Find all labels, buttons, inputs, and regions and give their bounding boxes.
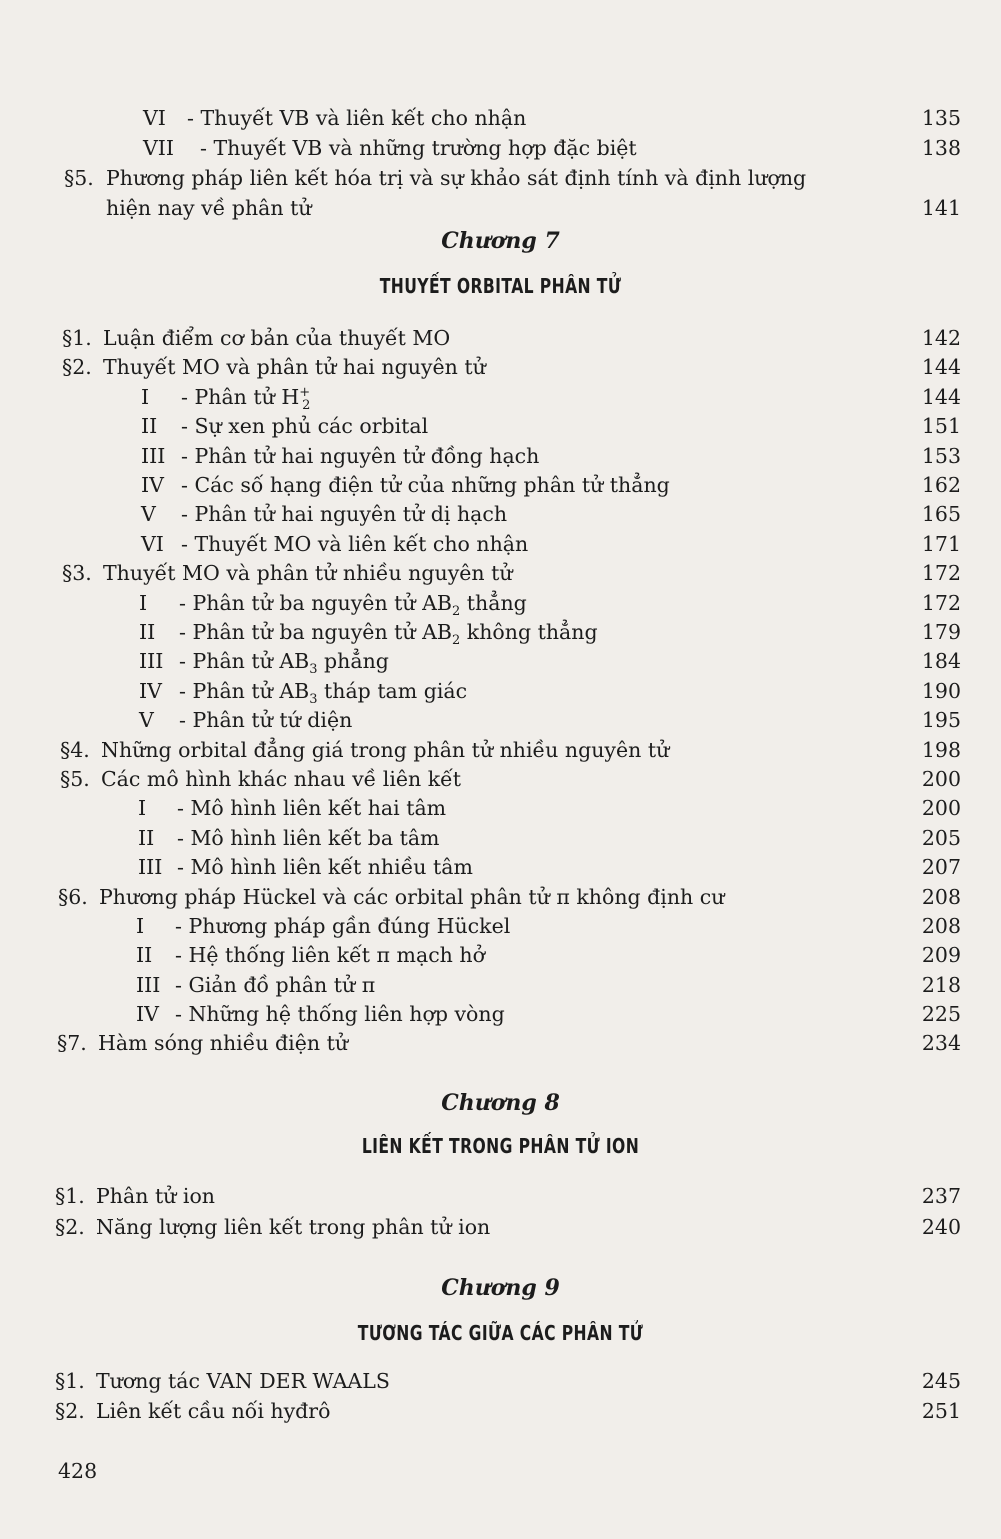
roman-numeral: II [138,826,155,850]
page-number: 428 [58,1459,98,1483]
entry-page: 171 [921,532,961,556]
toc-entry [0,911,1001,941]
toc-entry [0,617,1001,647]
section-number: §7. [57,1031,87,1055]
entry-title: Những orbital đẳng giá trong phân tử nhiều nguyên tử [101,738,670,762]
chapter-heading: Chương 7 [441,228,560,254]
entry-title: - Những hệ thống liên hợp vòng [175,1002,505,1026]
toc-entry [0,764,1001,794]
section-number: §4. [60,738,90,762]
toc-entry-continuation [0,193,1001,223]
entry-title: Thuyết MO và phân tử hai nguyên tử [103,355,486,379]
entry-page: 208 [921,914,961,938]
toc-entry [0,823,1001,853]
entry-title: - Phân tử ba nguyên tử $AB_2$ thẳng [179,591,527,620]
entry-title: - Phân tử tứ diện [179,708,353,732]
roman-numeral: II [139,620,156,644]
toc-entry [0,382,1001,412]
toc-entry [0,1366,1001,1396]
chapter-title: LIÊN KẾT TRONG PHÂN TỬ ION [361,1134,640,1158]
entry-title: - Phân tử $H^+_2$ [181,385,311,414]
section-number: §6. [58,885,88,909]
toc-entry [0,588,1001,618]
roman-numeral: VI [143,106,166,130]
roman-numeral: II [141,414,158,438]
section-number: §2. [62,355,92,379]
toc-entry [0,411,1001,441]
entry-title: Luận điểm cơ bản của thuyết MO [103,326,451,350]
roman-numeral: IV [141,473,164,497]
toc-entry [0,558,1001,588]
entry-title: Các mô hình khác nhau về liên kết [101,767,462,791]
entry-title-continued: hiện nay về phân tử [106,196,312,220]
entry-page: 208 [921,885,961,909]
section-number: §1. [62,326,92,350]
entry-page: 225 [921,1002,961,1026]
chapter-title: THUYẾT ORBITAL PHÂN TỬ [379,274,622,298]
toc-entry [0,676,1001,706]
toc-entry [0,1212,1001,1242]
entry-title: - Giản đồ phân tử π [175,973,376,997]
entry-title: - Thuyết VB và liên kết cho nhận [187,106,527,130]
atom-subscript: 3 [309,692,318,708]
atom-subscript: 2 [302,398,311,414]
entry-title: - Mô hình liên kết hai tâm [177,796,447,820]
entry-title: Tương tác VAN DER WAALS [96,1369,390,1393]
toc-entry [0,793,1001,823]
entry-page: 144 [921,385,961,409]
roman-numeral: I [141,385,150,409]
toc-entry [0,882,1001,912]
entry-page: 144 [921,355,961,379]
entry-title: Phương pháp Hückel và các orbital phân tử π không định cư [99,885,725,909]
entry-page: 207 [921,855,961,879]
toc-entry [0,352,1001,382]
entry-title: - Phân tử ba nguyên tử $AB_2$ không thẳng [179,620,598,649]
roman-numeral: IV [136,1002,159,1026]
entry-page: 142 [921,326,961,350]
entry-title: Phân tử ion [96,1184,215,1208]
section-number: §2. [55,1215,85,1239]
entry-page: 237 [921,1184,961,1208]
entry-title: - Phân tử hai nguyên tử đồng hạch [181,444,540,468]
entry-page: 205 [921,826,961,850]
atom-subscript: 3 [309,662,318,678]
entry-title: - Thuyết MO và liên kết cho nhận [181,532,529,556]
toc-entry [0,323,1001,353]
roman-numeral: V [141,502,156,526]
toc-entry [0,735,1001,765]
roman-numeral: VI [141,532,164,556]
chapter-heading: Chương 8 [441,1090,560,1116]
entry-page: 135 [921,106,961,130]
toc-entry [0,705,1001,735]
toc-entry [0,1396,1001,1426]
entry-title: - Mô hình liên kết ba tâm [177,826,440,850]
entry-page: 209 [921,943,961,967]
entry-page: 200 [921,767,961,791]
toc-entry [0,441,1001,471]
entry-title: Liên kết cầu nối hyđrô [96,1399,331,1423]
entry-title: - Mô hình liên kết nhiều tâm [177,855,473,879]
entry-title: - Sự xen phủ các orbital [181,414,429,438]
entry-page: 165 [921,502,961,526]
chapter-heading: Chương 9 [441,1275,560,1301]
roman-numeral: III [139,649,164,673]
entry-page: 172 [921,591,961,615]
entry-page: 200 [921,796,961,820]
toc-entry [0,940,1001,970]
roman-numeral: II [136,943,153,967]
entry-page: 251 [921,1399,961,1423]
entry-page: 240 [921,1215,961,1239]
entry-title: Thuyết MO và phân tử nhiều nguyên tử [103,561,513,585]
toc-entry [0,163,1001,193]
roman-numeral: I [136,914,145,938]
toc-entry [0,103,1001,133]
entry-page: 153 [921,444,961,468]
entry-page: 234 [921,1031,961,1055]
atom-subscript: 2 [452,633,461,649]
atom-subscript: 2 [452,604,461,620]
chapter-title: TƯƠNG TÁC GIỮA CÁC PHÂN TỬ [357,1321,644,1345]
roman-numeral: III [136,973,161,997]
toc-entry [0,852,1001,882]
roman-numeral: III [141,444,166,468]
roman-numeral: III [138,855,163,879]
entry-page: 138 [921,136,961,160]
roman-numeral: I [138,796,147,820]
toc-entry [0,499,1001,529]
entry-page: 218 [921,973,961,997]
entry-page: 172 [921,561,961,585]
entry-page: 151 [921,414,961,438]
section-number: §5. [60,767,90,791]
roman-numeral: I [139,591,148,615]
section-number: §5. [64,166,94,190]
entry-page: 198 [921,738,961,762]
toc-entry [0,529,1001,559]
toc-entry [0,999,1001,1029]
roman-numeral: IV [139,679,162,703]
entry-title: - Phân tử $AB_3$ phẳng [179,649,389,678]
entry-title: - Hệ thống liên kết π mạch hở [175,943,485,967]
toc-entry [0,133,1001,163]
entry-page: 141 [921,196,961,220]
toc-entry [0,646,1001,676]
entry-page: 195 [921,708,961,732]
charge-superscript: + [299,385,311,401]
section-number: §1. [55,1369,85,1393]
entry-page: 179 [921,620,961,644]
roman-numeral: V [139,708,154,732]
entry-title: - Thuyết VB và những trường hợp đặc biệt [200,136,637,160]
toc-entry [0,970,1001,1000]
entry-page: 162 [921,473,961,497]
entry-page: 184 [921,649,961,673]
toc-entry [0,1181,1001,1211]
entry-title: - Phân tử hai nguyên tử dị hạch [181,502,508,526]
entry-page: 190 [921,679,961,703]
entry-title: Phương pháp liên kết hóa trị và sự khảo sát định tính và định lượng [106,166,807,190]
section-number: §1. [55,1184,85,1208]
entry-title: - Phân tử $AB_3$ tháp tam giác [179,679,468,708]
entry-title: Năng lượng liên kết trong phân tử ion [96,1215,491,1239]
toc-entry [0,470,1001,500]
section-number: §3. [62,561,92,585]
roman-numeral: VII [143,136,175,160]
toc-entry [0,1028,1001,1058]
entry-title: - Các số hạng điện tử của những phân tử thẳng [181,473,670,497]
section-number: §2. [55,1399,85,1423]
entry-title: Hàm sóng nhiều điện tử [98,1031,349,1055]
entry-page: 245 [921,1369,961,1393]
entry-title: - Phương pháp gần đúng Hückel [175,914,511,938]
